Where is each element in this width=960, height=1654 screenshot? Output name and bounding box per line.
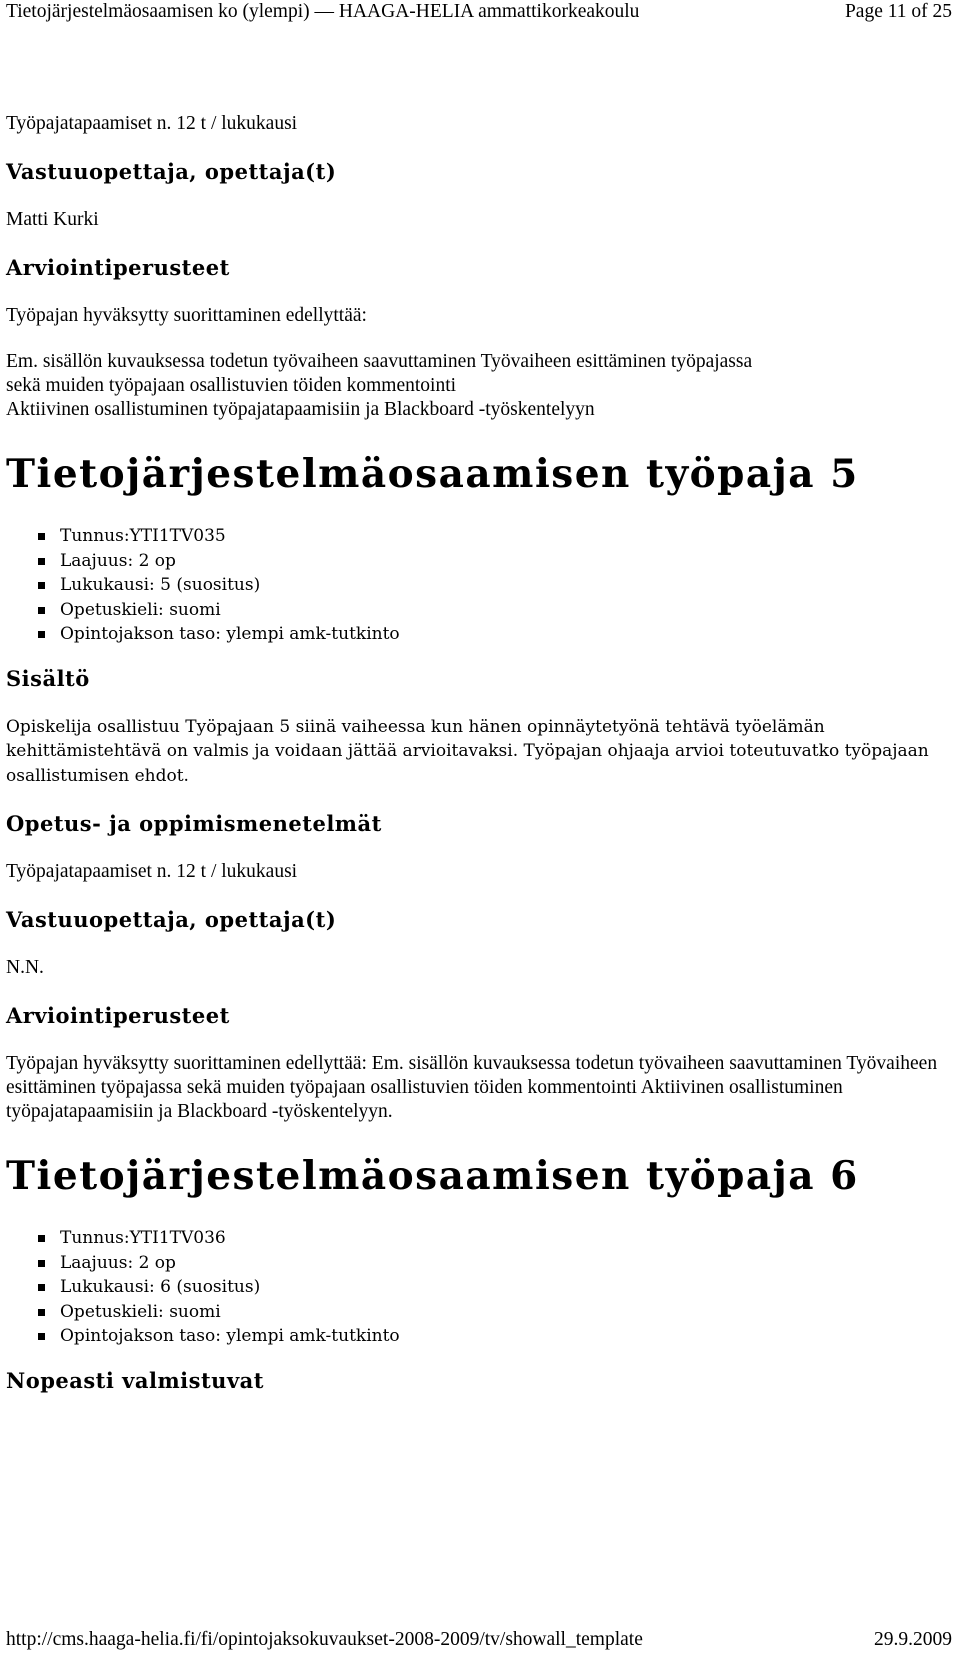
methods-heading: Opetus- ja oppimismenetelmät [6, 811, 382, 836]
content-heading: Sisältö [6, 665, 90, 691]
fact-semester: Lukukausi: 6 (suositus) [60, 1275, 952, 1300]
fact-code: Tunnus:YTI1TV036 [60, 1226, 952, 1251]
fact-code: Tunnus:YTI1TV035 [60, 524, 952, 549]
criteria-heading: Arviointiperusteet [6, 1003, 230, 1028]
page-number: Page 11 of 25 [844, 1, 952, 22]
teacher-heading: Vastuuopettaja, opettaja(t) [6, 159, 337, 184]
criteria-text: Työpajan hyväksytty suorittaminen edellyttää: Em. sisällön kuvauksessa todetun työvaiheen saavuttaminen Työvaiheen esittäminen työpajassa sekä muiden työpajaan osallistuvien töiden kommentointi Aktiivinen osallistuminen työpajatapaamisiin ja Blackboard -työskentelyyn. [6, 1053, 938, 1122]
teacher-name: N.N. [6, 957, 44, 978]
fact-semester: Lukukausi: 5 (suositus) [60, 573, 952, 598]
criteria-intro: Työpajan hyväksytty suorittaminen edellyttää: [6, 305, 367, 326]
course-title: Tietojärjestelmäosaamisen työpaja 6 [6, 1153, 859, 1199]
meetings-text: Työpajatapaamiset n. 12 t / lukukausi [6, 113, 298, 134]
fact-credits: Laajuus: 2 op [60, 1251, 952, 1276]
course-title: Tietojärjestelmäosaamisen työpaja 5 [6, 451, 859, 497]
criteria-line: sekä muiden työpajaan osallistuvien töiden kommentointi [6, 375, 457, 396]
meetings-text: Työpajatapaamiset n. 12 t / lukukausi [6, 861, 298, 882]
fact-level: Opintojakson taso: ylempi amk-tutkinto [60, 622, 952, 647]
footer-date: 29.9.2009 [874, 1629, 952, 1650]
page-footer [6, 1628, 952, 1652]
fact-credits: Laajuus: 2 op [60, 549, 952, 574]
criteria-line: Em. sisällön kuvauksessa todetun työvaiheen saavuttaminen Työvaiheen esittäminen työpajassa [6, 351, 753, 372]
course-facts-list [6, 524, 952, 647]
teacher-name: Matti Kurki [6, 209, 99, 230]
teacher-heading: Vastuuopettaja, opettaja(t) [6, 907, 337, 932]
page-header [6, 0, 952, 28]
footer-url: http://cms.haaga-helia.fi/fi/opintojaksokuvaukset-2008-2009/tv/showall_template [6, 1629, 643, 1650]
fact-language: Opetuskieli: suomi [60, 598, 952, 623]
quick-graduation-heading: Nopeasti valmistuvat [6, 1367, 264, 1393]
fact-language: Opetuskieli: suomi [60, 1300, 952, 1325]
fact-level: Opintojakson taso: ylempi amk-tutkinto [60, 1324, 952, 1349]
criteria-line: Aktiivinen osallistuminen työpajatapaamisiin ja Blackboard -työskentelyyn [6, 399, 595, 420]
document-title: Tietojärjestelmäosaamisen ko (ylempi) — HAAGA-HELIA ammattikorkeakoulu [6, 1, 640, 22]
course-facts-list [6, 1226, 952, 1349]
page-content [6, 112, 952, 1395]
content-text: Opiskelija osallistuu Työpajaan 5 siinä vaiheessa kun hänen opinnäytetyönä tehtävä työelämän kehittämistehtävä on valmis ja voidaan jättää arvioitavaksi. Työpajan ohjaaja arvioi toteutuvatko työpajaan osallistumisen ehdot. [6, 716, 929, 786]
criteria-heading: Arviointiperusteet [6, 255, 230, 280]
